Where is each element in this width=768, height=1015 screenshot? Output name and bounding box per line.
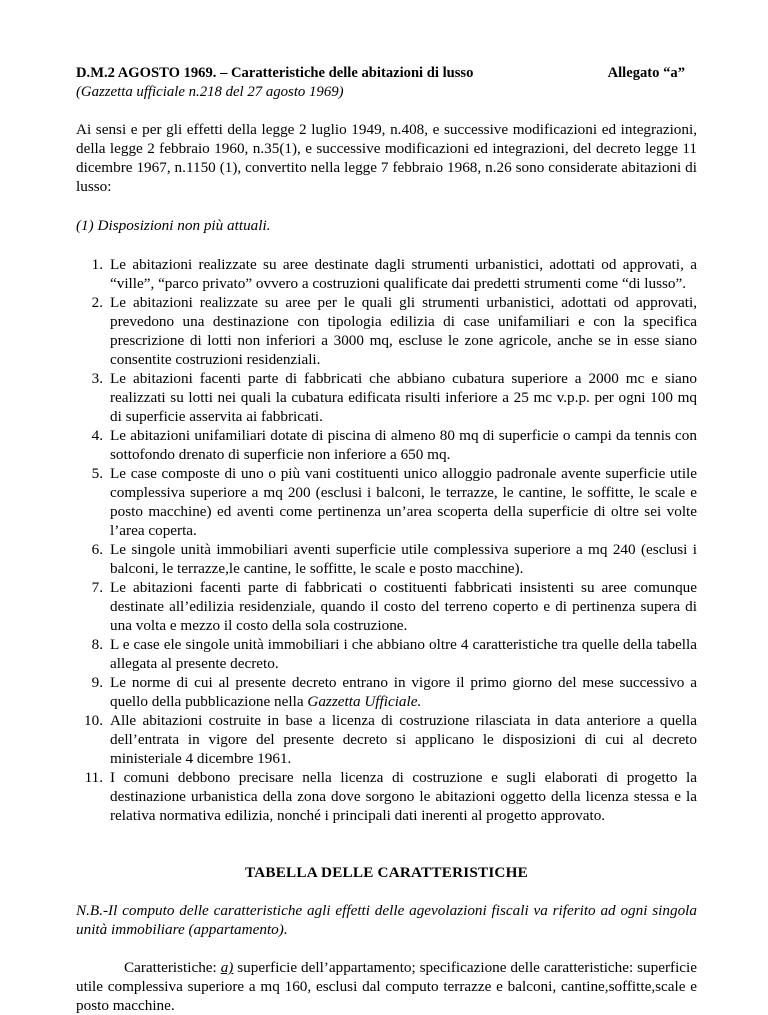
caratteristiche-text: superficie dell’appartamento; specificazione delle caratteristiche: superficie utile complessiva superiore a mq 160, esclusi dal computo terrazze e balconi, cantine,soffitte,scale e posto macchine. [76,959,697,1014]
list-item-body: Le abitazioni facenti parte di fabbricati che abbiano cubatura superiore a 2000 mc e siano realizzati su lotti nei quali la cubatura edificata risulti inferiore a 25 mc v.p.p. per ogni 100 mq di superficie asservita ai fabbricati. [110,370,697,425]
list-item [76,540,697,578]
list-item-number: 9. [91,674,103,691]
list-item-text [110,426,697,464]
list-item [76,768,697,825]
allegato-label: Allegato “a” [607,65,685,81]
list-item-number: 5. [91,465,103,482]
list-item-body: I comuni debbono precisare nella licenza di costruzione e sugli elaborati di progetto la destinazione urbanistica della zona dove sorgono le abitazioni oggetto della licenza stessa e la relativa normativa edilizia, nonché i principali dati inerenti al progetto approvato. [110,769,697,824]
list-item-body: Le abitazioni realizzate su aree destinate dagli strumenti urbanistici, adottati od approvati, a “ville”, “parco privato” ovvero a costruzioni qualificate dai predetti strumenti come “di lusso”. [110,256,697,292]
list-item-text [110,578,697,635]
caratteristiche-prefix: Caratteristiche: [124,959,221,976]
list-item-number: 2. [91,294,103,311]
list-item-text [110,540,697,578]
list-item [76,426,697,464]
list-item [76,293,697,369]
list-item-number: 3. [91,370,103,387]
list-item [76,673,697,711]
document-subtitle: (Gazzetta ufficiale n.218 del 27 agosto 1969) [76,84,344,100]
section-title: TABELLA DELLE CARATTERISTICHE [245,864,528,881]
list-item [76,578,697,635]
list-item [76,635,697,673]
intro-paragraph: Ai sensi e per gli effetti della legge 2 luglio 1949, n.408, e successive modificazioni ed integrazioni, della legge 2 febbraio 1960, n.35(1), e successive modificazioni ed integrazioni, del decreto legge 11 dicembre 1967, n.1150 (1), convertito nella legge 7 febbraio 1968, n.26 sono considerate abitazioni di lusso: [76,121,697,195]
list-item-number: 4. [91,427,103,444]
list-item-text [110,293,697,369]
caratteristiche-letter: a) [220,959,234,976]
list-item-text [110,369,697,426]
list-item-body: Le abitazioni realizzate su aree per le quali gli strumenti urbanistici, adottati od approvati, prevedono una destinazione con tipologia edilizia di case unifamiliari e con la specifica prescrizione di lotti non inferiori a 3000 mq, escluse le zone agricole, anche se in esse siano consentite costruzioni residenziali. [110,294,697,368]
list-item-body: Le norme di cui al presente decreto entrano in vigore il primo giorno del mese successivo a quello della pubblicazione nella [110,674,697,710]
document-title: D.M.2 AGOSTO 1969. – Caratteristiche delle abitazioni di lusso [76,65,474,81]
caratteristiche-paragraph [76,958,697,1015]
footnote: (1) Disposizioni non più attuali. [76,217,271,234]
list-item-text [110,768,697,825]
list-item-body: Le abitazioni unifamiliari dotate di piscina di almeno 80 mq di superficie o campi da tennis con sottofondo drenato di superficie non inferiore a 650 mq. [110,427,697,463]
list-item-italic: Gazzetta Ufficiale. [307,693,422,710]
list-item [76,369,697,426]
list-item-body: Le singole unità immobiliari aventi superficie utile complessiva superiore a mq 240 (esclusi i balconi, le terrazze,le cantine, le soffitte, le scale e posto macchine). [110,541,697,577]
list-item-body: Alle abitazioni costruite in base a licenza di costruzione rilasciata in data anteriore a quella dell’entrata in vigore del presente decreto si applicano le disposizioni di cui al decreto ministeriale 4 dicembre 1961. [110,712,697,767]
nb-note: N.B.-Il computo delle caratteristiche agli effetti delle agevolazioni fiscali va riferito ad ogni singola unità immobiliare (appartamento). [76,902,697,938]
list-item-number: 7. [91,579,103,596]
document-header [76,64,697,83]
list-item-text [110,464,697,540]
list-item-body: L e case ele singole unità immobiliari i che abbiano oltre 4 caratteristiche tra quelle della tabella allegata al presente decreto. [110,636,697,672]
list-item-body: Le abitazioni facenti parte di fabbricati o costituenti fabbricati insistenti su aree comunque destinate all’edilizia residenziale, quando il costo del terreno coperto e di pertinenza supera di una volta e mezzo il costo della sola costruzione. [110,579,697,634]
rules-list [76,255,697,825]
document-page [76,64,697,1015]
list-item-number: 10. [84,712,103,729]
list-item [76,255,697,293]
list-item [76,711,697,768]
list-item-number: 1. [91,256,103,273]
list-item [76,464,697,540]
list-item-text [110,255,697,293]
list-item-number: 8. [91,636,103,653]
list-item-text [110,711,697,768]
list-item-number: 6. [91,541,103,558]
list-item-number: 11. [84,769,103,786]
list-item-text [110,635,697,673]
list-item-body: Le case composte di uno o più vani costituenti unico alloggio padronale avente superficie utile complessiva superiore a mq 200 (esclusi i balconi, le terrazze, le cantine, le soffitte, le scale e posto macchine) ed aventi come pertinenza un’area scoperta della superficie di oltre sei volte l’area coperta. [110,465,697,539]
list-item-text [110,673,697,711]
